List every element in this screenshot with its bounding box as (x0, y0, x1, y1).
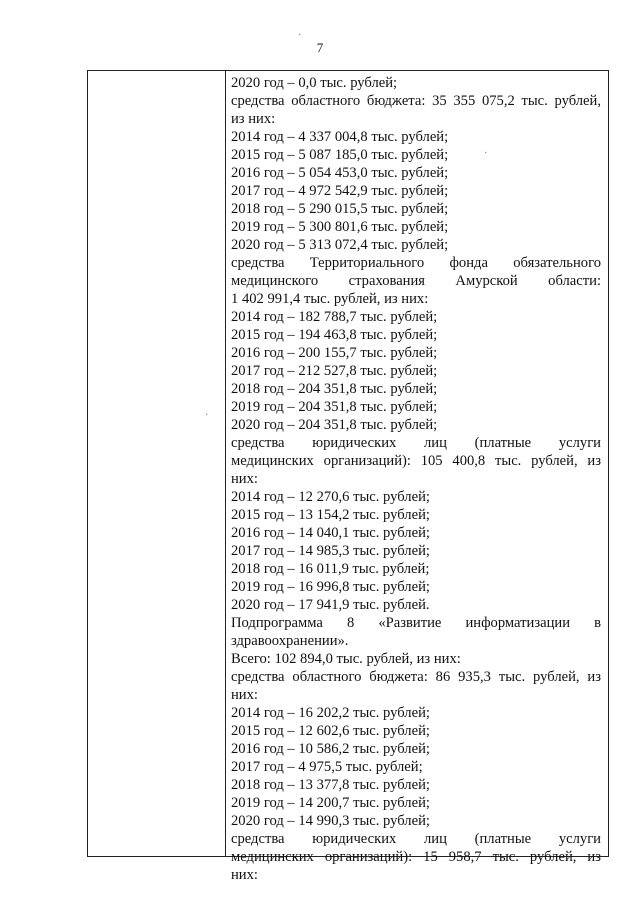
cell-text (231, 74, 601, 884)
text-line: здравоохранении». (231, 633, 349, 649)
scan-speck: · (484, 148, 488, 159)
text-line: медицинских организаций): 15 958,7 тыс. рублей, из (231, 849, 601, 865)
text-line: из них: (231, 111, 276, 127)
text-line: 2020 год – 5 313 072,4 тыс. рублей; (231, 237, 449, 253)
text-line: 2018 год – 13 377,8 тыс. рублей; (231, 777, 430, 793)
text-line: 2016 год – 14 040,1 тыс. рублей; (231, 525, 430, 541)
text-line: 2018 год – 204 351,8 тыс. рублей; (231, 381, 438, 397)
text-line: 2017 год – 14 985,3 тыс. рублей; (231, 543, 430, 559)
text-line: 2019 год – 14 200,7 тыс. рублей; (231, 795, 430, 811)
text-line: 2018 год – 5 290 015,5 тыс. рублей; (231, 201, 449, 217)
page-number: 7 (316, 40, 324, 55)
text-line: 2020 год – 14 990,3 тыс. рублей; (231, 813, 430, 829)
text-line: 2014 год – 16 202,2 тыс. рублей; (231, 705, 430, 721)
text-line: медицинского страхования Амурской области: (231, 273, 601, 289)
text-line: 2020 год – 204 351,8 тыс. рублей; (231, 417, 438, 433)
text-line: Подпрограмма 8 «Развитие информатизации в (231, 615, 601, 631)
table-left-cell (88, 71, 226, 856)
text-line: средства юридических лиц (платные услуги (231, 435, 601, 451)
text-line: 2020 год – 17 941,9 тыс. рублей. (231, 597, 430, 613)
text-line: 2015 год – 194 463,8 тыс. рублей; (231, 327, 438, 343)
text-line: 2016 год – 10 586,2 тыс. рублей; (231, 741, 430, 757)
text-line: Всего: 102 894,0 тыс. рублей, из них: (231, 651, 461, 667)
scan-speck: · (298, 30, 302, 41)
text-line: них: (231, 867, 258, 883)
text-line: 2019 год – 5 300 801,6 тыс. рублей; (231, 219, 449, 235)
text-line: 2015 год – 13 154,2 тыс. рублей; (231, 507, 430, 523)
text-line: 2019 год – 204 351,8 тыс. рублей; (231, 399, 438, 415)
table-right-cell (225, 71, 608, 883)
text-line: 2014 год – 12 270,6 тыс. рублей; (231, 489, 430, 505)
text-line: 2017 год – 212 527,8 тыс. рублей; (231, 363, 438, 379)
text-line: 2017 год – 4 972 542,9 тыс. рублей; (231, 183, 449, 199)
text-line: 2014 год – 4 337 004,8 тыс. рублей; (231, 129, 449, 145)
text-line: 2018 год – 16 011,9 тыс. рублей; (231, 561, 430, 577)
text-line: них: (231, 687, 258, 703)
text-line: средства Территориального фонда обязательного (231, 255, 601, 271)
text-line: медицинских организаций): 105 400,8 тыс. рублей, из (231, 453, 601, 469)
text-line: 2016 год – 5 054 453,0 тыс. рублей; (231, 165, 449, 181)
text-line: 2014 год – 182 788,7 тыс. рублей; (231, 309, 438, 325)
text-line: средства юридических лиц (платные услуги (231, 831, 601, 847)
document-table (87, 70, 609, 883)
text-line: 2019 год – 16 996,8 тыс. рублей; (231, 579, 430, 595)
text-line: 2020 год – 0,0 тыс. рублей; (231, 75, 398, 91)
text-line: средства областного бюджета: 86 935,3 тыс. рублей, из (231, 669, 601, 685)
text-line: 1 402 991,4 тыс. рублей, из них: (231, 291, 429, 307)
text-line: 2015 год – 5 087 185,0 тыс. рублей; (231, 147, 449, 163)
text-line: 2015 год – 12 602,6 тыс. рублей; (231, 723, 430, 739)
text-line: средства областного бюджета: 35 355 075,2 тыс. рублей, (231, 93, 601, 109)
text-line: них: (231, 471, 258, 487)
scan-speck: · (205, 410, 209, 421)
text-line: 2017 год – 4 975,5 тыс. рублей; (231, 759, 423, 775)
text-line: 2016 год – 200 155,7 тыс. рублей; (231, 345, 438, 361)
